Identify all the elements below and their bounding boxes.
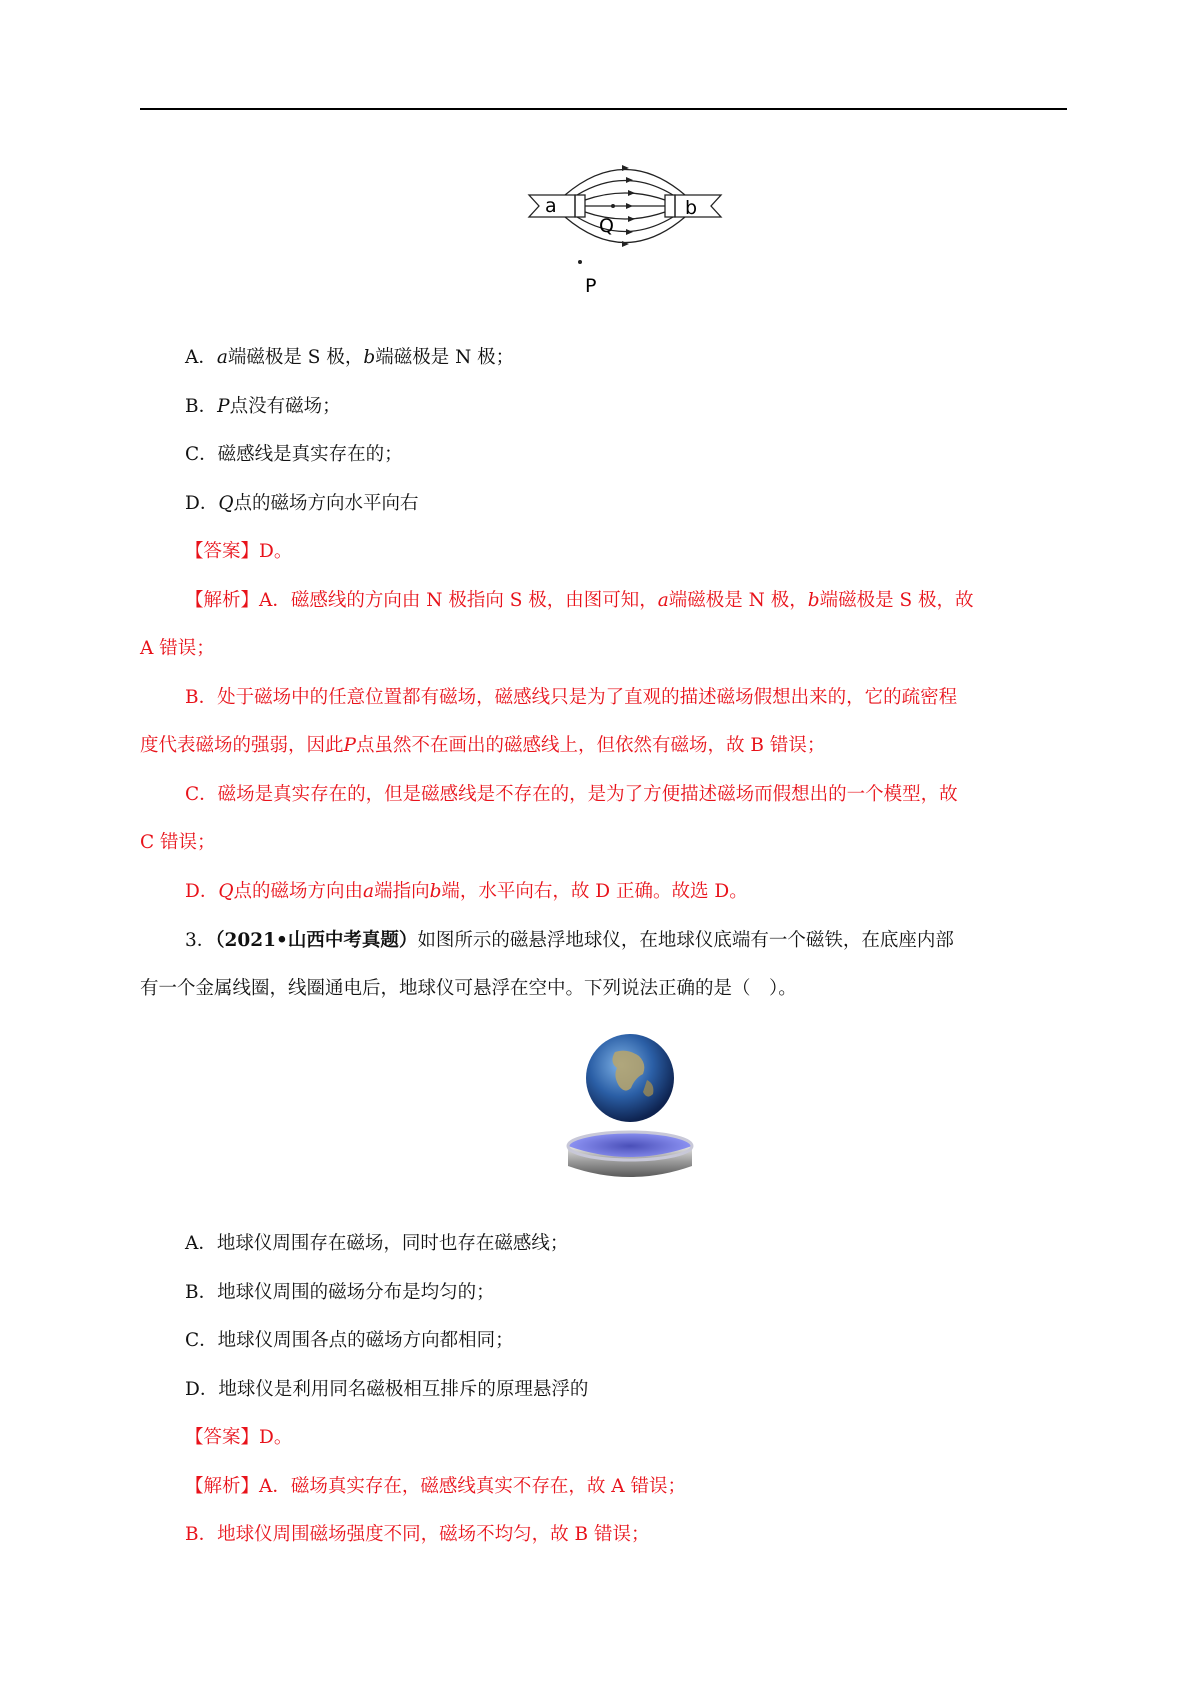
q2-analysis-a-line2: A 错误； bbox=[140, 638, 215, 659]
q3-option-a: A．地球仪周围存在磁场，同时也存在磁感线； bbox=[185, 1233, 569, 1254]
q2-analysis-a-line1: 【解析】A．磁感线的方向由 N 极指向 S 极，由图可知，a端磁极是 N 极，b端磁极是 S 极，故 bbox=[185, 590, 974, 611]
q2-analysis-c-line2: C 错误； bbox=[140, 832, 216, 853]
q2-analysis-b-line2: 度代表磁场的强弱，因此P点虽然不在画出的磁感线上，但依然有磁场，故 B 错误； bbox=[140, 735, 826, 756]
q3-stem-line1: 3．（2021•山西中考真题）如图所示的磁悬浮地球仪，在地球仪底端有一个磁铁，在底座内部 bbox=[185, 930, 954, 951]
q3-analysis-a: 【解析】A．磁场真实存在，磁感线真实不存在，故 A 错误； bbox=[185, 1476, 686, 1497]
q2-analysis-b-line1: B．处于磁场中的任意位置都有磁场，磁感线只是为了直观的描述磁场假想出来的，它的疏密程 bbox=[185, 687, 958, 708]
q3-option-c: C．地球仪周围各点的磁场方向都相同； bbox=[185, 1330, 514, 1351]
levitating-globe-image bbox=[555, 1030, 705, 1195]
point-p-label: P bbox=[585, 275, 597, 297]
pole-a-label: a bbox=[545, 195, 557, 217]
q3-analysis-b: B．地球仪周围磁场强度不同，磁场不均匀，故 B 错误； bbox=[185, 1524, 650, 1545]
q2-option-d: D．Q点的磁场方向水平向右 bbox=[185, 493, 419, 514]
q3-option-d: D．地球仪是利用同名磁极相互排斥的原理悬浮的 bbox=[185, 1379, 589, 1400]
pole-b-label: b bbox=[685, 197, 698, 219]
point-q-label: Q bbox=[599, 215, 614, 237]
q2-option-a: A．a端磁极是 S 极，b端磁极是 N 极； bbox=[185, 347, 515, 368]
q2-option-b: B．P点没有磁场； bbox=[185, 396, 341, 417]
q2-option-c: C．磁感线是真实存在的； bbox=[185, 444, 403, 465]
q2-answer: 【答案】D。 bbox=[185, 541, 293, 562]
q3-option-b: B．地球仪周围的磁场分布是均匀的； bbox=[185, 1282, 495, 1303]
header-rule bbox=[140, 108, 1067, 110]
q2-analysis-d: D．Q点的磁场方向由a端指向b端，水平向右，故 D 正确。故选 D。 bbox=[185, 881, 748, 902]
q2-analysis-c-line1: C．磁场是真实存在的，但是磁感线是不存在的，是为了方便描述磁场而假想出的一个模型，故 bbox=[185, 784, 958, 805]
q3-answer: 【答案】D。 bbox=[185, 1427, 293, 1448]
q3-stem-line2: 有一个金属线圈，线圈通电后，地球仪可悬浮在空中。下列说法正确的是（ ）。 bbox=[140, 978, 797, 999]
magnetic-field-diagram bbox=[525, 162, 725, 312]
